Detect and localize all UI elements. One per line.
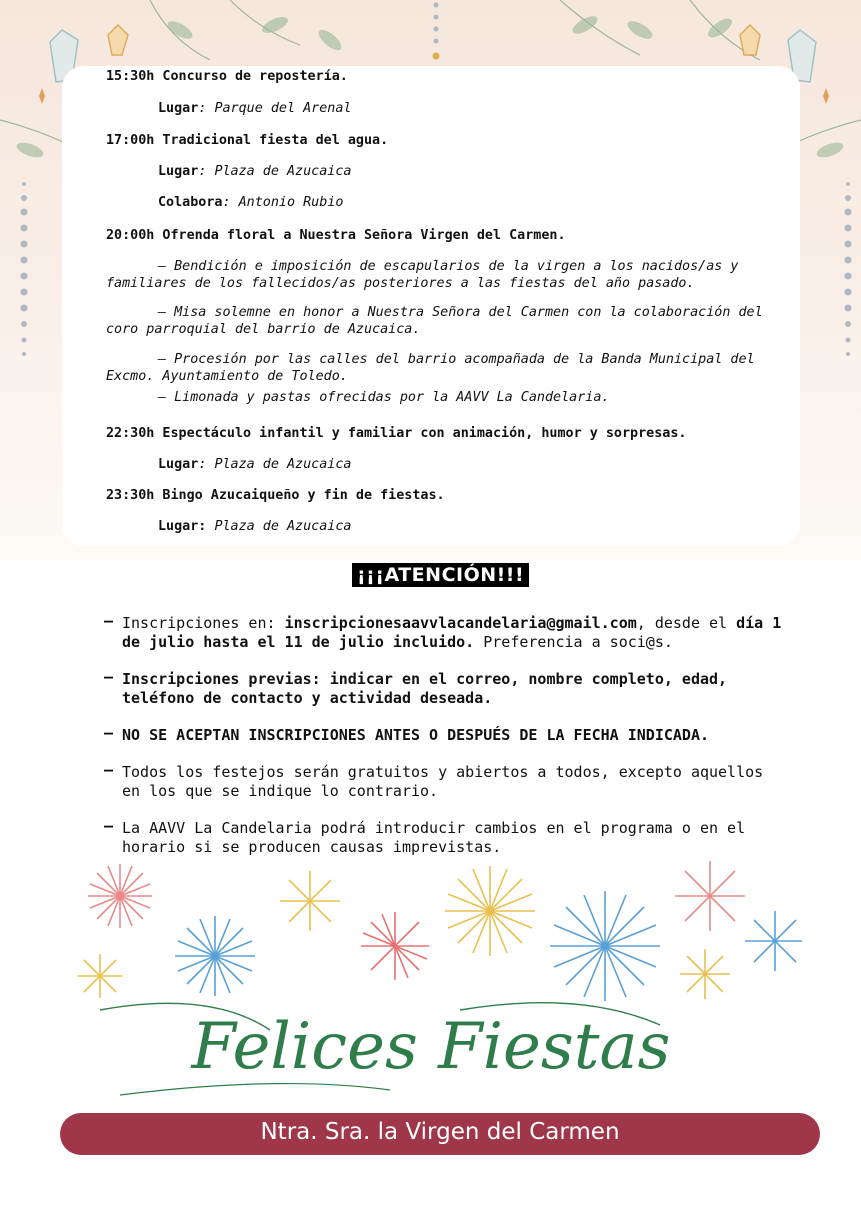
event-location: Lugar: Plaza de Azucaica	[158, 519, 352, 534]
banner-text: Ntra. Sra. la Virgen del Carmen	[260, 1119, 620, 1145]
event-location: Lugar: Plaza de Azucaica	[158, 164, 352, 179]
note-item: – NO SE ACEPTAN INSCRIPCIONES ANTES O DESPUÉS DE LA FECHA INDICADA.	[104, 724, 709, 744]
note-item: – Inscripciones previas: indicar en el correo, nombre completo, edad, teléfono de contacto y actividad deseada.	[104, 668, 728, 707]
event-location: Lugar: Plaza de Azucaica	[158, 457, 352, 472]
event-location: Lugar: Parque del Arenal	[158, 101, 352, 116]
event-time-2000: 20:00h Ofrenda floral a Nuestra Señora Virgen del Carmen.	[106, 228, 566, 243]
felices-fiestas-script	[60, 990, 802, 1110]
event-detail: – Misa solemne en honor a Nuestra Señora del Carmen con la colaboración del coro parroquial del barrio de Azucaica.	[106, 305, 763, 337]
event-detail: – Limonada y pastas ofrecidas por la AAVV La Candelaria.	[158, 390, 610, 405]
event-detail: – Bendición e imposición de escapularios de la virgen a los nacidos/as y familiares de los fallecidos/as posteriores a las fiestas del año pasado.	[106, 259, 739, 291]
contact-email: inscripcionesaavvlacandelaria@gmail.com	[284, 614, 637, 632]
event-time-1700: 17:00h Tradicional fiesta del agua.	[106, 133, 389, 148]
event-collaborator: Colabora: Antonio Rubio	[158, 195, 344, 210]
note-item: – Inscripciones en: inscripcionesaavvlacandelaria@gmail.com, desde el día 1 de julio hasta el 11 de julio incluido. Preferencia a soci@s.	[104, 612, 782, 651]
event-time-2330: 23:30h Bingo Azucaiqueño y fin de fiestas.	[106, 488, 445, 503]
felices-fiestas-text: Felices Fiestas	[191, 1010, 671, 1084]
virgin-carmen-banner	[60, 1113, 820, 1155]
note-item: – Todos los festejos serán gratuitos y abiertos a todos, excepto aquellos en los que se indique lo contrario.	[104, 761, 764, 800]
attention-heading: ¡¡¡ATENCIÓN!!!	[352, 563, 529, 587]
event-time-1530: 15:30h Concurso de repostería.	[106, 69, 348, 84]
note-item: – La AAVV La Candelaria podrá introducir cambios en el programa o en el horario si se producen causas imprevistas.	[104, 817, 746, 856]
event-detail: – Procesión por las calles del barrio acompañada de la Banda Municipal del Excmo. Ayuntamiento de Toledo.	[106, 352, 755, 384]
event-time-2230: 22:30h Espectáculo infantil y familiar con animación, humor y sorpresas.	[106, 426, 687, 441]
